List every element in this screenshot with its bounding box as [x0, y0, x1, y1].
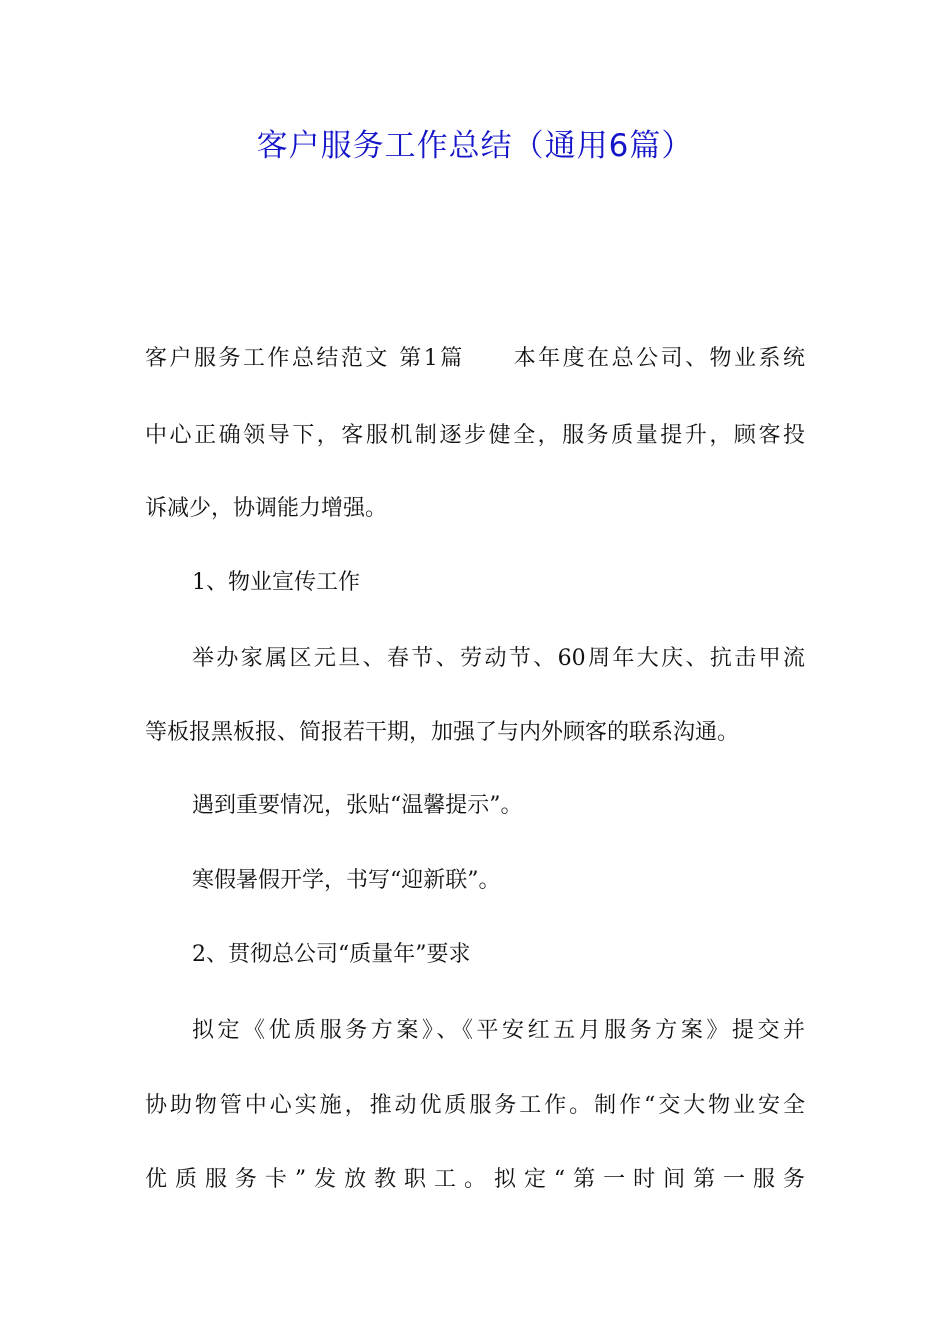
paragraph-line-5: 等板报黑板报、简报若干期，加强了与内外顾客的联系沟通。 [145, 720, 740, 745]
paragraph-line-6: 遇到重要情况，张贴“温馨提示”。 [192, 793, 523, 818]
paragraph-line-3: 诉减少，协调能力增强。 [145, 496, 388, 521]
paragraph-line-4: 举办家属区元旦、春节、劳动节、60周年大庆、抗击甲流 [192, 646, 805, 671]
section-heading-1: 1、物业宣传工作 [192, 570, 360, 595]
paragraph-line-9: 协助物管中心实施，推动优质服务工作。制作“交大物业安全 [145, 1093, 805, 1118]
paragraph-line-8: 拟定《优质服务方案》、《平安红五月服务方案》提交并 [192, 1018, 805, 1043]
paragraph-line-10: 优质服务卡”发放教职工。拟定“第一时间第一服务 [145, 1167, 805, 1192]
document-title: 客户服务工作总结（通用6篇） [256, 128, 694, 164]
paragraph-line-7: 寒假暑假开学，书写“迎新联”。 [192, 868, 501, 893]
paragraph-line-1: 客户服务工作总结范文 第1篇 本年度在总公司、物业系统 [145, 346, 805, 371]
paragraph-line-2: 中心正确领导下，客服机制逐步健全，服务质量提升，顾客投 [145, 423, 805, 448]
section-heading-2: 2、贯彻总公司“质量年”要求 [192, 942, 471, 967]
